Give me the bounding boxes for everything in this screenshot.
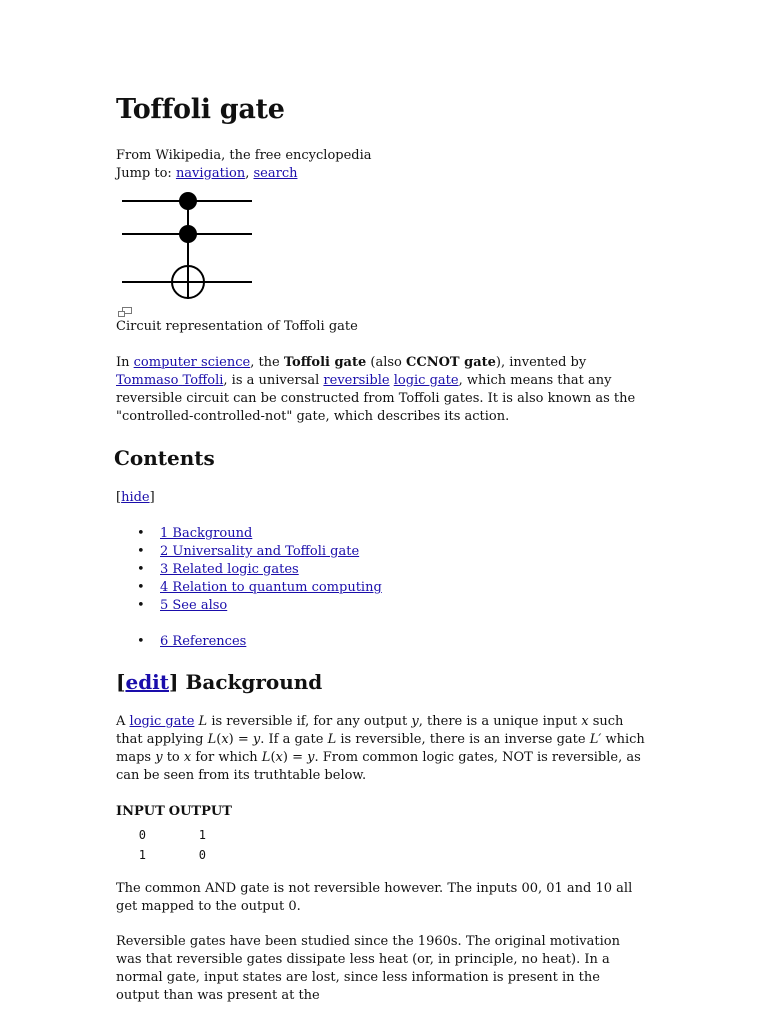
- truth-cell: 1: [198, 828, 206, 842]
- table-of-contents: [116, 525, 382, 651]
- toc-item: • 3 Related logic gates: [137, 562, 299, 577]
- toc-title: Contents: [114, 446, 215, 470]
- not-truth-table: [116, 803, 236, 865]
- toc-link-quantum[interactable]: 4 Relation to quantum computing: [160, 580, 382, 595]
- jump-to-label: Jump to:: [116, 166, 172, 181]
- jump-navigation-link[interactable]: navigation: [175, 166, 246, 181]
- truth-cell: 1: [138, 848, 146, 862]
- and-gate-paragraph: The common AND gate is not reversible however. The inputs 00, 01 and 10 all get mapped to the output 0.: [116, 881, 633, 914]
- bold-term-toffoli-gate: Toffoli gate: [283, 355, 367, 370]
- section-heading-background: [edit] Background: [116, 670, 323, 694]
- toc-item: • 5 See also: [137, 598, 228, 613]
- link-logic-gate-2[interactable]: logic gate: [129, 714, 195, 729]
- bold-term-ccnot: CCNOT gate: [406, 355, 496, 370]
- toc-link-related-gates[interactable]: 3 Related logic gates: [160, 562, 299, 577]
- circuit-diagram: [120, 190, 252, 302]
- toc-hide-link[interactable]: hide: [121, 490, 150, 505]
- toc-item: • 6 References: [137, 634, 247, 649]
- truth-cell: 0: [198, 848, 206, 862]
- toc-link-see-also[interactable]: 5 See also: [160, 598, 228, 613]
- link-logic-gate[interactable]: logic gate: [393, 373, 459, 388]
- image-caption: Circuit representation of Toffoli gate: [116, 319, 358, 334]
- link-tommaso-toffoli[interactable]: Tommaso Toffoli: [116, 373, 224, 388]
- jump-to-bar: Jump to: navigation, search: [116, 166, 298, 181]
- jump-search-link[interactable]: search: [253, 166, 298, 181]
- table-row: [116, 845, 236, 865]
- history-paragraph: Reversible gates have been studied since the 1960s. The original motivation was that reversible gates dissipate less heat (or, in principle, no heat). In a normal gate, input states are lost, since less information is present in the output than was present at the: [116, 934, 620, 1003]
- toc-link-universality[interactable]: 2 Universality and Toffoli gate: [160, 544, 360, 559]
- site-tagline: From Wikipedia, the free encyclopedia: [116, 148, 372, 163]
- link-computer-science[interactable]: computer science: [133, 355, 251, 370]
- truth-header-output: OUTPUT: [168, 804, 232, 819]
- toc-item: • 1 Background: [137, 526, 253, 541]
- toc-link-background[interactable]: 1 Background: [160, 526, 253, 541]
- background-paragraph: A logic gate L is reversible if, for any output y, there is a unique input x such that applying L(x) = y. If a gate L is reversible, there is an inverse gate L′ which maps y to x for which L(x) = y. From common logic gates, NOT is reversible, as can be seen from its truthtable below.: [116, 714, 645, 783]
- table-row: [116, 825, 236, 845]
- toc-link-references[interactable]: 6 References: [160, 634, 247, 649]
- edit-section-link[interactable]: edit: [125, 670, 170, 694]
- intro-paragraph: In computer science, the Toffoli gate (also CCNOT gate), invented by Tommaso Toffoli, is a universal reversible logic gate, which means that any reversible circuit can be constructed from Toffoli gates. It is also known as the "controlled-controlled-not" gate, which describes its action.: [116, 355, 636, 424]
- page-title: Toffoli gate: [116, 94, 285, 125]
- link-reversible[interactable]: reversible: [323, 373, 390, 388]
- toc-item: • 4 Relation to quantum computing: [137, 580, 382, 595]
- toc-toggle: [hide]: [116, 490, 155, 505]
- toffoli-circuit-image[interactable]: [120, 190, 252, 308]
- truth-cell: 0: [138, 828, 146, 842]
- toc-item: • 2 Universality and Toffoli gate: [137, 544, 360, 559]
- truth-header-input: INPUT: [116, 804, 165, 819]
